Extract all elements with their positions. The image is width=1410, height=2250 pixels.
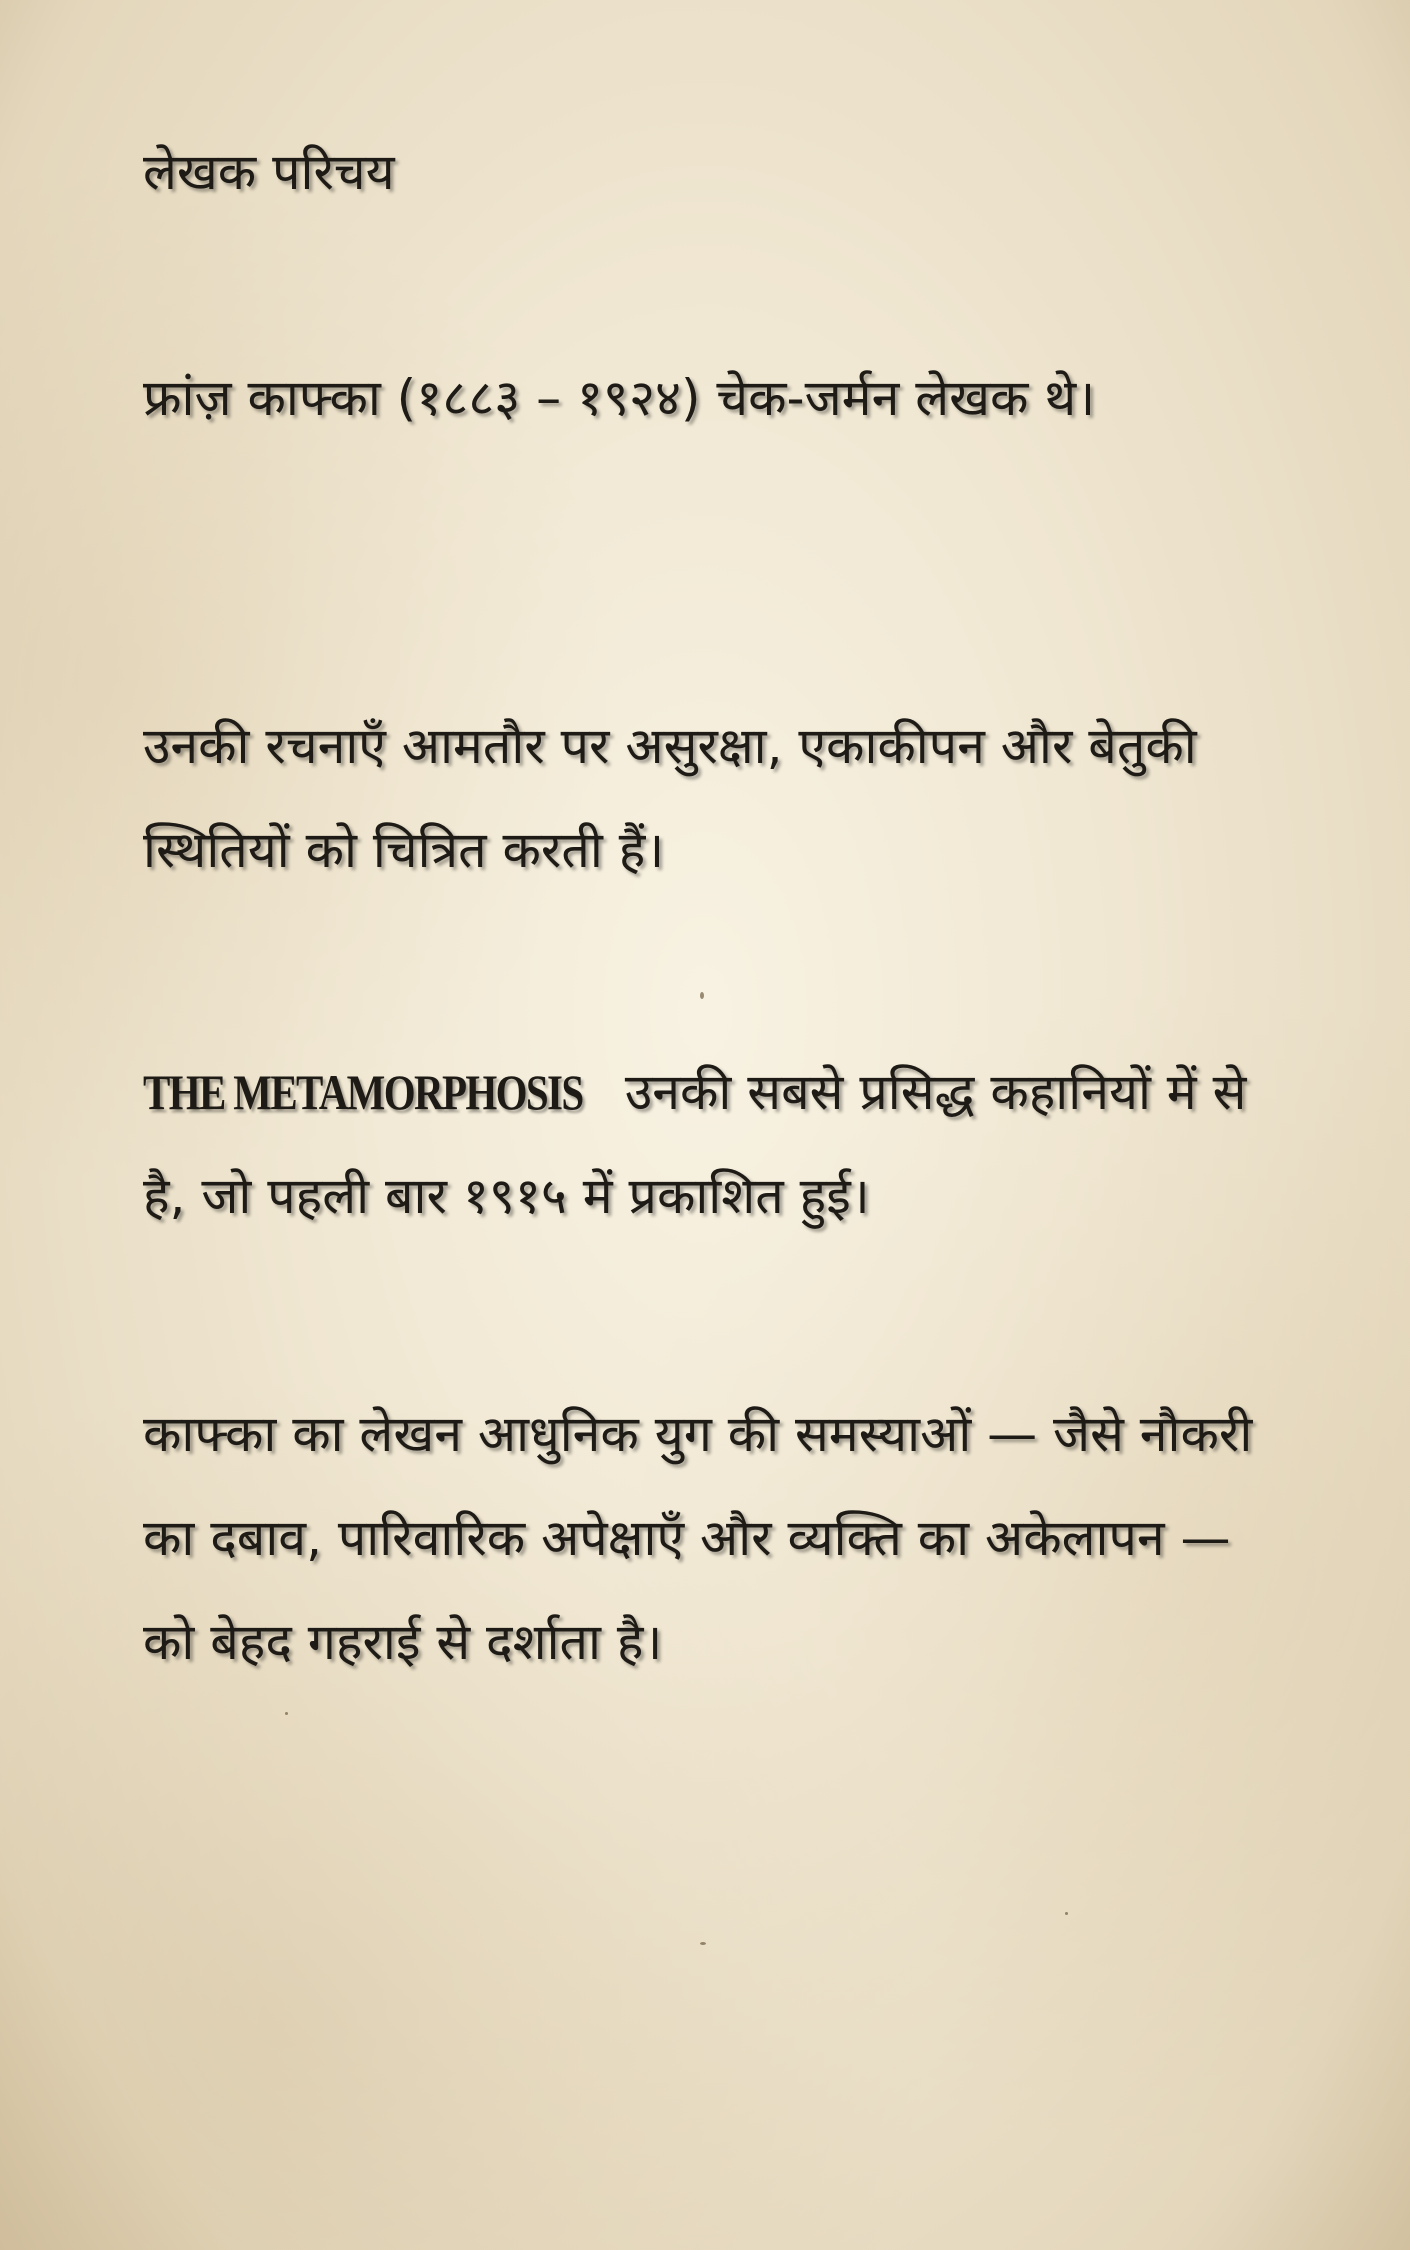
paragraph-metamorphosis-text: उनकी सबसे प्रसिद्ध कहानियों में से है, जो पहली बार १९१५ में प्रकाशित हुई। [143,1063,1247,1225]
paragraph-themes: उनकी रचनाएँ आमतौर पर असुरक्षा, एकाकीपन और बेतुकी स्थितियों को चित्रित करती हैं। [143,717,1197,879]
section-heading: लेखक परिचय [143,143,395,201]
paper-speck [285,1712,288,1715]
paper-speck [700,1942,706,1945]
paper-speck [1065,1912,1068,1915]
paragraph-metamorphosis [143,1040,1283,1248]
paragraph-modern-themes: काफ्का का लेखन आधुनिक युग की समस्याओं — जैसे नौकरी का दबाव, पारिवारिक अपेक्षाएँ और व्यक्ति का अकेलापन — को बेहद गहराई से दर्शाता है। [143,1405,1253,1671]
paragraph-author-dates: फ्रांज़ काफ्का (१८८३ – १९२४) चेक-जर्मन लेखक थे। [143,369,1096,427]
book-title: THE METAMORPHOSIS [143,1064,583,1120]
paper-speck [700,992,704,999]
